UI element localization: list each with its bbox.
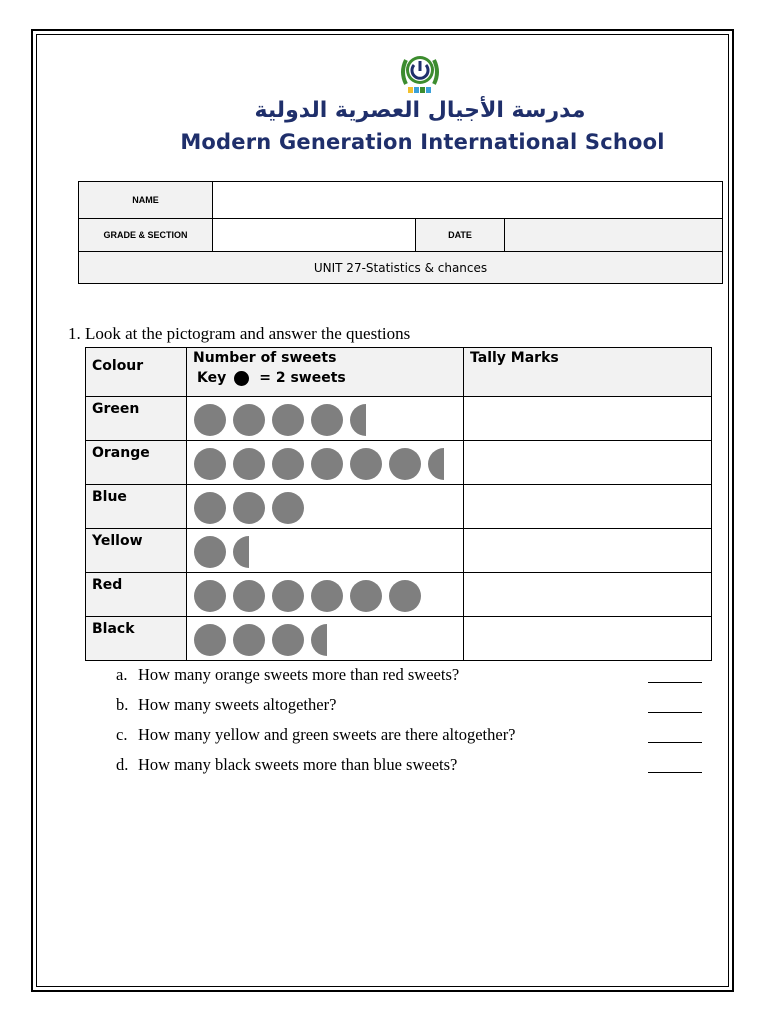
sweet-dot-icon xyxy=(272,580,304,612)
tally-header: Tally Marks xyxy=(464,348,712,397)
pictogram-table xyxy=(85,347,712,661)
answer-blank[interactable] xyxy=(648,728,702,743)
sweet-dot-icon xyxy=(272,448,304,480)
sweet-dot-icon xyxy=(194,404,226,436)
sub-question-text: How many sweets altogether? xyxy=(138,695,337,714)
school-name-arabic: مدرسة الأجيال العصرية الدولية xyxy=(254,98,586,123)
half-sweet-dot-icon xyxy=(350,404,366,436)
half-sweet-dot-icon xyxy=(311,624,327,656)
key-dot-icon xyxy=(234,371,249,386)
sweet-dot-icon xyxy=(311,404,343,436)
pictogram-row xyxy=(86,617,712,661)
sweets-cell xyxy=(187,617,464,661)
sub-question xyxy=(116,720,706,750)
date-label: DATE xyxy=(416,219,505,252)
school-logo xyxy=(396,50,444,96)
colour-header: Colour xyxy=(86,348,187,397)
sweet-dot-icon xyxy=(272,492,304,524)
number-header xyxy=(187,348,464,397)
sub-question xyxy=(116,690,706,720)
sweet-dot-icon xyxy=(389,580,421,612)
date-field[interactable] xyxy=(505,219,723,252)
question-title: 1. Look at the pictogram and answer the questions xyxy=(68,324,411,343)
sweet-dot-icon xyxy=(194,492,226,524)
sweet-dot-icon xyxy=(233,492,265,524)
sweets-cell xyxy=(187,441,464,485)
sweet-dot-icon xyxy=(311,580,343,612)
name-label: NAME xyxy=(79,182,213,219)
school-name: Modern Generation International School xyxy=(180,130,665,154)
tally-cell[interactable] xyxy=(464,485,712,529)
sweet-dot-icon xyxy=(272,404,304,436)
pictogram-row xyxy=(86,573,712,617)
colour-label: Orange xyxy=(86,441,187,485)
sweet-dot-icon xyxy=(389,448,421,480)
tally-cell[interactable] xyxy=(464,573,712,617)
sub-question-letter: a. xyxy=(116,665,128,684)
colour-label: Yellow xyxy=(86,529,187,573)
colour-label: Red xyxy=(86,573,187,617)
tally-cell[interactable] xyxy=(464,529,712,573)
pictogram-row xyxy=(86,441,712,485)
sub-questions xyxy=(116,660,706,780)
name-field[interactable] xyxy=(213,182,723,219)
sub-question xyxy=(116,750,706,780)
sub-question-letter: d. xyxy=(116,755,129,774)
answer-blank[interactable] xyxy=(648,698,702,713)
sweet-dot-icon xyxy=(350,580,382,612)
sweets-cell xyxy=(187,573,464,617)
sub-question-text: How many yellow and green sweets are there altogether? xyxy=(138,725,516,744)
sweets-cell xyxy=(187,485,464,529)
key-legend xyxy=(193,370,463,386)
sweet-dot-icon xyxy=(194,536,226,568)
tally-cell[interactable] xyxy=(464,397,712,441)
sweet-dot-icon xyxy=(233,448,265,480)
unit-title: UNIT 27-Statistics & chances xyxy=(79,252,723,284)
number-of-sweets-label: Number of sweets xyxy=(193,350,337,366)
sweet-dot-icon xyxy=(194,580,226,612)
student-info-table xyxy=(78,181,723,284)
sweet-dot-icon xyxy=(350,448,382,480)
sub-question-text: How many orange sweets more than red sweets? xyxy=(138,665,460,684)
sweet-dot-icon xyxy=(272,624,304,656)
sweet-dot-icon xyxy=(233,580,265,612)
key-label: Key xyxy=(197,370,227,386)
answer-blank[interactable] xyxy=(648,758,702,773)
answer-blank[interactable] xyxy=(648,668,702,683)
colour-label: Blue xyxy=(86,485,187,529)
pictogram-row xyxy=(86,529,712,573)
tally-cell[interactable] xyxy=(464,441,712,485)
sweet-dot-icon xyxy=(311,448,343,480)
half-sweet-dot-icon xyxy=(233,536,249,568)
sweet-dot-icon xyxy=(194,448,226,480)
sub-question-letter: b. xyxy=(116,695,129,714)
half-sweet-dot-icon xyxy=(428,448,444,480)
tally-cell[interactable] xyxy=(464,617,712,661)
sweets-cell xyxy=(187,529,464,573)
pictogram-row xyxy=(86,397,712,441)
colour-label: Green xyxy=(86,397,187,441)
sweet-dot-icon xyxy=(233,404,265,436)
sweet-dot-icon xyxy=(194,624,226,656)
key-value: = 2 sweets xyxy=(259,370,346,386)
sub-question-text: How many black sweets more than blue sweets? xyxy=(138,755,458,774)
sweet-dot-icon xyxy=(233,624,265,656)
grade-section-field[interactable] xyxy=(213,219,416,252)
pictogram-row xyxy=(86,485,712,529)
sub-question-letter: c. xyxy=(116,725,128,744)
sub-question xyxy=(116,660,706,690)
grade-section-label: GRADE & SECTION xyxy=(79,219,213,252)
sweets-cell xyxy=(187,397,464,441)
colour-label: Black xyxy=(86,617,187,661)
